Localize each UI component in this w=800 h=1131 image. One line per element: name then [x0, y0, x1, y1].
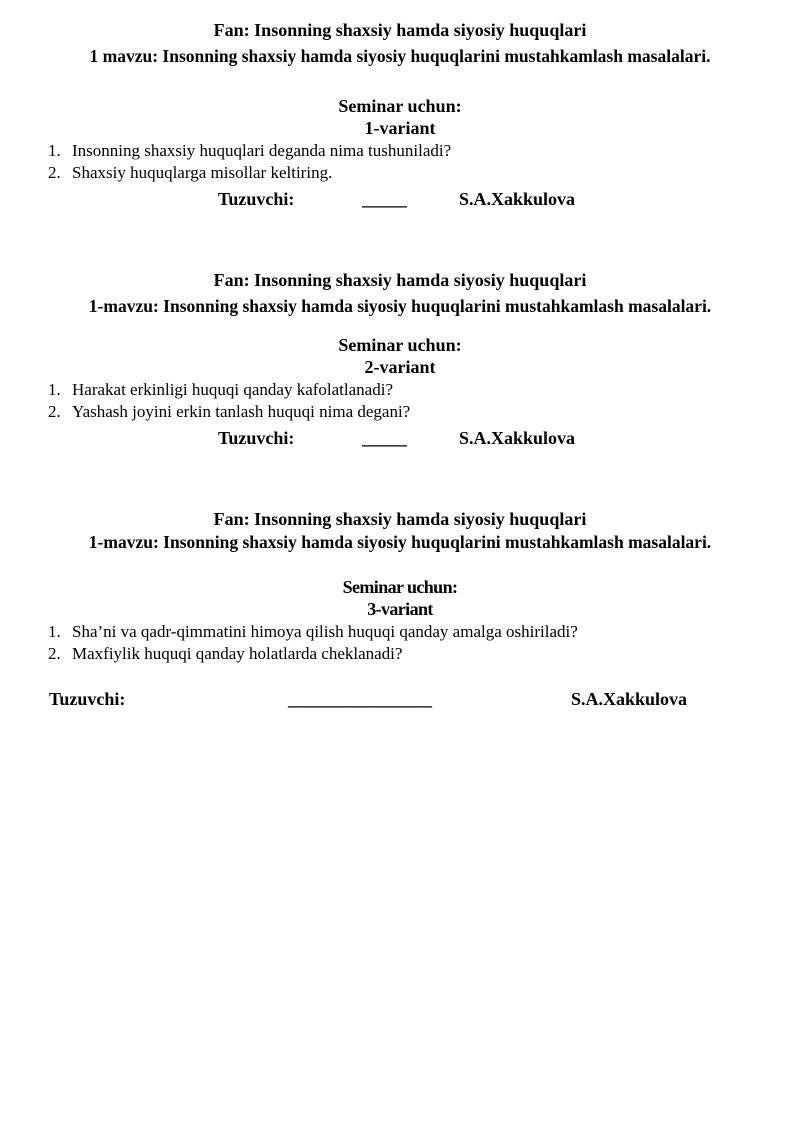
section-1-sign-line: _____: [362, 189, 407, 209]
section-2-seminar-label: Seminar uchun:: [338, 335, 462, 355]
section-2-question-list: [48, 379, 410, 423]
section-1-variant-label: 1-variant: [364, 118, 436, 138]
section-1-mavzu-title: 1 mavzu: Insonning shaxsiy hamda siyosiy huquqlarini mustahkamlash masalalari.: [89, 46, 711, 66]
section-3-variant-label: 3-variant: [367, 599, 433, 619]
section-3-mavzu-title: 1-mavzu: Insonning shaxsiy hamda siyosiy huquqlarini mustahkamlash masalalari.: [88, 532, 712, 552]
section-1-author: S.A.Xakkulova: [459, 189, 576, 209]
list-item: 1. Harakat erkinligi huquqi qanday kafolatlanadi?: [48, 380, 393, 399]
section-3-sign-label: Tuzuvchi:: [49, 689, 126, 709]
section-3-fan-title: Fan: Insonning shaxsiy hamda siyosiy huquqlari: [213, 509, 587, 529]
section-2-variant-label: 2-variant: [364, 357, 436, 377]
list-item: 1. Sha’ni va qadr-qimmatini himoya qilish huquqi qanday amalga oshiriladi?: [48, 622, 578, 641]
section-2-mavzu-title: 1-mavzu: Insonning shaxsiy hamda siyosiy huquqlarini mustahkamlash masalalari.: [88, 296, 712, 316]
section-1-sign-label: Tuzuvchi:: [218, 189, 295, 209]
section-3-sign-line: ________________: [288, 689, 432, 709]
list-item: 1. Insonning shaxsiy huquqlari deganda nima tushuniladi?: [48, 141, 452, 160]
section-3-seminar-label: Seminar uchun:: [342, 577, 458, 597]
list-item: 2. Yashash joyini erkin tanlash huquqi nima degani?: [48, 402, 411, 421]
list-item: 2. Maxfiylik huquqi qanday holatlarda cheklanadi?: [48, 644, 403, 663]
section-3-author: S.A.Xakkulova: [571, 689, 688, 709]
list-item: 2. Shaxsiy huquqlarga misollar keltiring.: [48, 163, 333, 182]
section-1-seminar-label: Seminar uchun:: [338, 96, 462, 116]
section-2-sign-line: _____: [362, 428, 407, 448]
section-2-sign-label: Tuzuvchi:: [218, 428, 295, 448]
section-3-question-list: [48, 621, 578, 665]
section-2-author: S.A.Xakkulova: [459, 428, 576, 448]
section-1-fan-title: Fan: Insonning shaxsiy hamda siyosiy huquqlari: [213, 20, 587, 40]
section-2-fan-title: Fan: Insonning shaxsiy hamda siyosiy huquqlari: [213, 270, 587, 290]
section-1-question-list: [48, 140, 451, 184]
